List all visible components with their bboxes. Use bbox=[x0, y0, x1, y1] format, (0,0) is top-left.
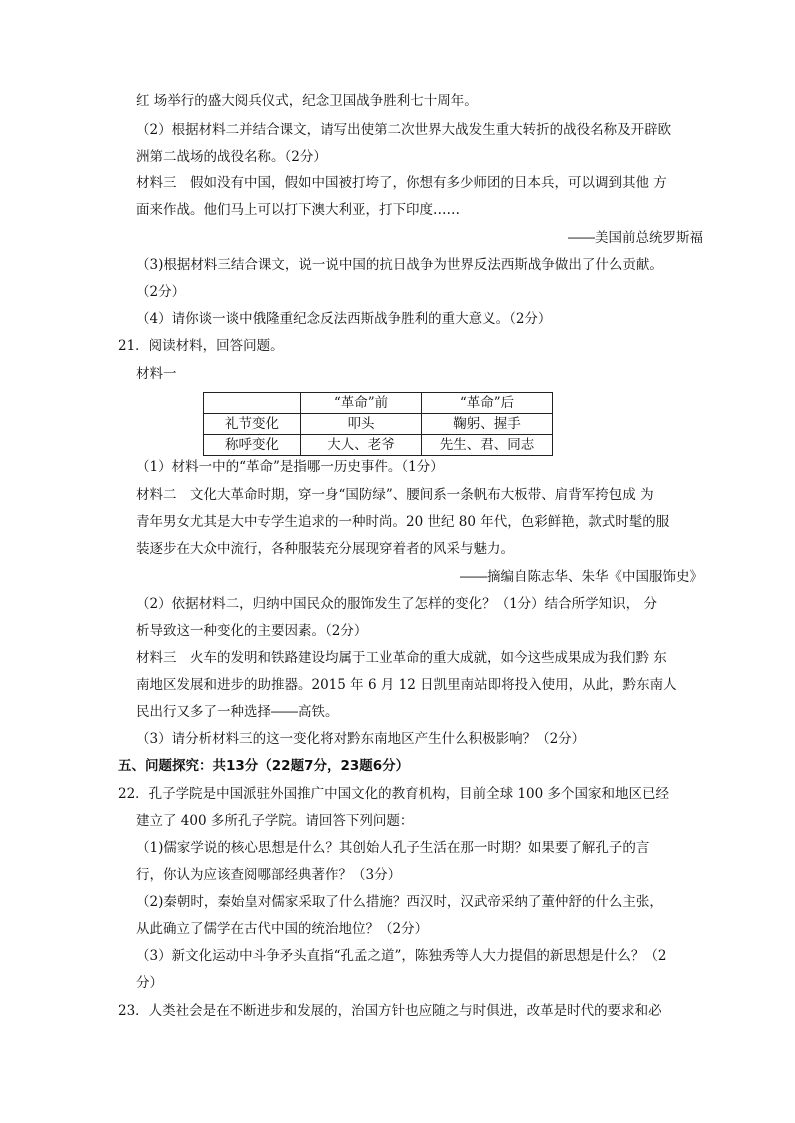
text-line: 面来作战。他们马上可以打下澳大利亚，打下印度…… bbox=[136, 202, 460, 218]
question-22: 22．孔子学院是中国派驻外国推广中国文化的教育机构，目前全球 100 多个国家和地区已经 bbox=[118, 786, 670, 802]
text-line: 析导致这一种变化的主要因素。（2分） bbox=[136, 623, 368, 639]
table-cell: 礼节变化 bbox=[204, 414, 301, 435]
text-line: 建立了 400 多所孔子学院。请回答下列问题： bbox=[136, 813, 414, 829]
question-21-3: （3）请分析材料三的这一变化将对黔东南地区产生什么积极影响？（2分） bbox=[136, 731, 586, 747]
text-line: 南地区发展和进步的助推器。2015 年 6 月 12 日凯里南站即将投入使用，从此，黔东南人 bbox=[136, 677, 677, 693]
question-20-2: （2）根据材料二并结合课文，请写出使第二次世界大战发生重大转折的战役名称及开辟欧 bbox=[136, 122, 672, 138]
table-cell: “革命”后 bbox=[422, 393, 553, 414]
table-cell: 大人、老爷 bbox=[301, 435, 422, 456]
material-3-text: 材料三 假如没有中国，假如中国被打垮了，你想有多少师团的日本兵，可以调到其他 方 bbox=[136, 175, 667, 191]
question-20-4: （4）请你谈一谈中俄隆重纪念反法西斯战争胜利的重大意义。（2分） bbox=[136, 311, 552, 327]
question-22-1: （1)儒家学说的核心思想是什么？其创始人孔子生活在那一时期？如果要了解孔子的言 bbox=[136, 840, 650, 856]
text-line: 装逐步在大众中流行，各种服装充分展现穿着者的风采与魅力。 bbox=[136, 541, 514, 557]
table-row bbox=[204, 435, 553, 456]
question-21-1: （1）材料一中的“革命”是指哪一历史事件。（1分） bbox=[136, 459, 444, 475]
table-cell: 称呼变化 bbox=[204, 435, 301, 456]
question-22-3: （3）新文化运动中斗争矛头直指“孔孟之道”，陈独秀等人大力提倡的新思想是什么？（2 bbox=[136, 948, 667, 964]
question-21-2: （2）依据材料二，归纳中国民众的服饰发生了怎样的变化？（1分）结合所学知识， 分 bbox=[136, 596, 657, 612]
text-line: （2分） bbox=[136, 284, 186, 300]
text-line: 从此确立了儒学在古代中国的统治地位？（2分） bbox=[136, 921, 429, 937]
question-20-3: （3)根据材料三结合课文，说一说中国的抗日战争为世界反法西斯战争做出了什么贡献。 bbox=[136, 257, 663, 273]
text-line: 青年男女尤其是大中专学生追求的一种时尚。20 世纪 80 年代，色彩鲜艳，款式时髦的服 bbox=[136, 514, 670, 530]
text-line: 民出行又多了一种选择――高铁。 bbox=[136, 704, 339, 720]
text-line: 红 场举行的盛大阅兵仪式，纪念卫国战争胜利七十周年。 bbox=[136, 93, 478, 109]
source-citation: ――美国前总统罗斯福 bbox=[568, 230, 703, 246]
material-2-text: 材料二 文化大革命时期，穿一身“国防绿”、腰间系一条帆布大板带、肩背军挎包成 为 bbox=[136, 487, 654, 503]
section-heading: 五、问题探究：共13分（22题7分，23题6分） bbox=[118, 758, 410, 774]
question-21: 21．阅读材料，回答问题。 bbox=[118, 338, 284, 354]
text-line: 行，你认为应该查阅哪部经典著作？（3分） bbox=[136, 867, 402, 883]
question-22-2: （2)秦朝时，秦始皇对儒家采取了什么措施？西汉时，汉武帝采纳了董仲舒的什么主张， bbox=[136, 894, 663, 910]
text-line: 洲第二战场的战役名称。（2分） bbox=[136, 149, 327, 165]
table-row bbox=[204, 414, 553, 435]
table-cell: 先生、君、同志 bbox=[422, 435, 553, 456]
material-3-text: 材料三 火车的发明和铁路建设均属于工业革命的重大成就，如今这些成果成为我们黔 东 bbox=[136, 650, 667, 666]
table-cell: “革命”前 bbox=[301, 393, 422, 414]
source-citation: ――摘编自陈志华、朱华《中国服饰史》 bbox=[460, 569, 703, 585]
table-header-row bbox=[204, 393, 553, 414]
table-cell: 叩头 bbox=[301, 414, 422, 435]
text-line: 分） bbox=[136, 975, 163, 991]
question-23: 23．人类社会是在不断进步和发展的，治国方针也应随之与时俱进，改革是时代的要求和必 bbox=[118, 1003, 662, 1019]
material-1-label: 材料一 bbox=[136, 366, 177, 382]
table-cell bbox=[204, 393, 301, 414]
material-1-table bbox=[203, 392, 553, 456]
table-cell: 鞠躬、握手 bbox=[422, 414, 553, 435]
